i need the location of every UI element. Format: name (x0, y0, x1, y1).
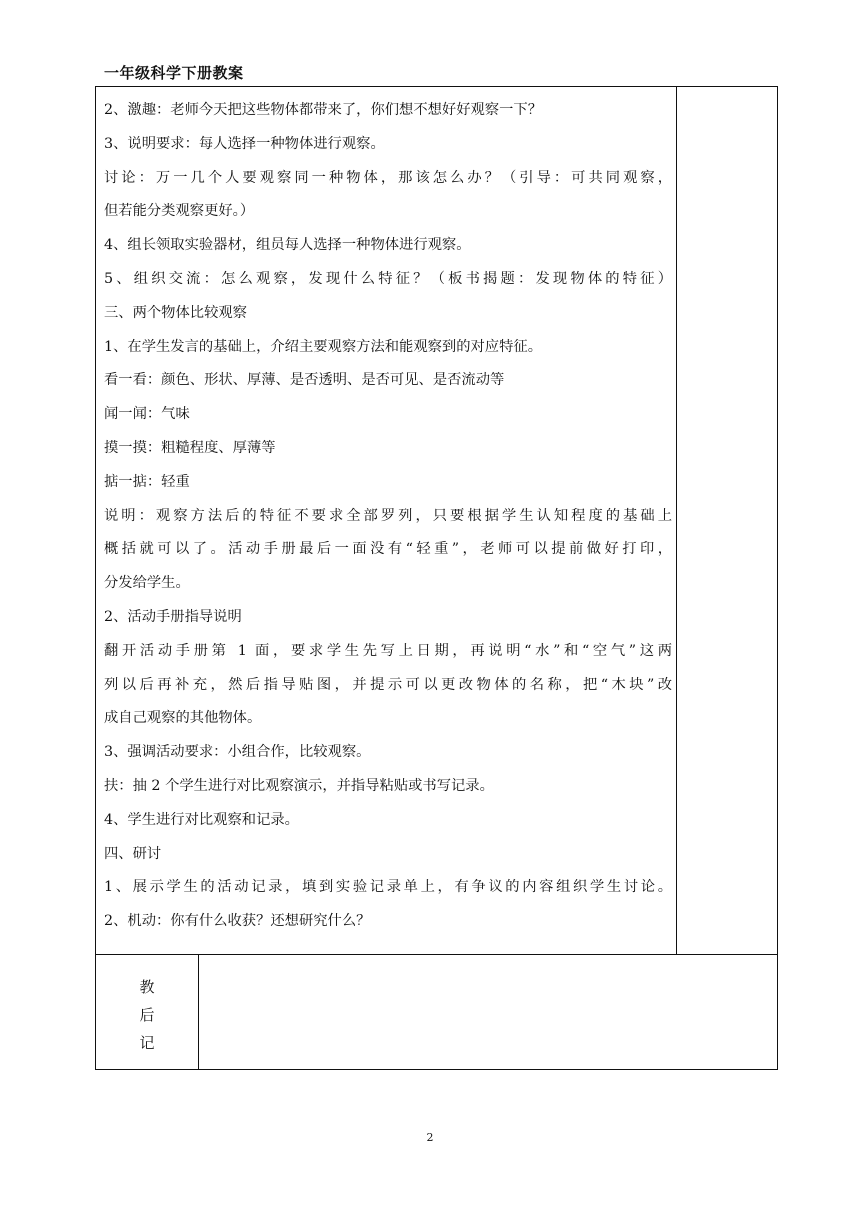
content-line: 概括就可以了。活动手册最后一面没有“轻重”，老师可以提前做好打印， (104, 541, 672, 558)
content-line: 摸一摸：粗糙程度、厚薄等 (104, 439, 276, 456)
content-line: 看一看：颜色、形状、厚薄、是否透明、是否可见、是否流动等 (104, 372, 505, 389)
reflection-content (206, 962, 766, 1062)
content-line: 翻开活动手册第 1 面，要求学生先写上日期，再说明“水”和“空气”这两 (104, 642, 672, 659)
content-line: 掂一掂：轻重 (104, 473, 190, 490)
content-line: 说明：观察方法后的特征不要求全部罗列，只要根据学生认知程度的基础上 (104, 507, 672, 524)
reflection-label (95, 973, 199, 1057)
content-line: 5、组织交流：怎么观察，发现什么特征？（板书揭题：发现物体的特征） (104, 270, 672, 287)
content-line: 1、在学生发言的基础上，介绍主要观察方法和能观察到的对应特征。 (104, 338, 542, 355)
content-line: 4、组长领取实验器材，组员每人选择一种物体进行观察。 (104, 237, 471, 254)
section-heading: 四、研讨 (104, 845, 162, 862)
content-line: 讨论：万一几个人要观察同一种物体，那该怎么办？（引导：可共同观察， (104, 169, 672, 186)
page-number: 2 (426, 1131, 434, 1144)
notes-column-divider (676, 86, 677, 955)
content-line: 4、学生进行对比观察和记录。 (104, 811, 299, 828)
lesson-content (104, 94, 672, 939)
content-line: 2、活动手册指导说明 (104, 608, 242, 625)
content-line: 但若能分类观察更好。） (104, 203, 255, 220)
content-line: 3、说明要求：每人选择一种物体进行观察。 (104, 135, 385, 152)
content-line: 列以后再补充，然后指导贴图，并提示可以更改物体的名称，把“木块”改 (104, 676, 672, 693)
content-line: 2、机动：你有什么收获？还想研究什么？ (104, 913, 371, 930)
content-line: 分发给学生。 (104, 575, 190, 592)
content-line: 扶：抽 2 个学生进行对比观察演示，并指导粘贴或书写记录。 (104, 777, 494, 794)
content-line: 1、展示学生的活动记录，填到实验记录单上，有争议的内容组织学生讨论。 (104, 879, 672, 896)
table-right-border (777, 86, 778, 1070)
content-line: 闻一闻：气味 (104, 406, 190, 423)
table-left-border (95, 86, 96, 1070)
section-heading: 三、两个物体比较观察 (104, 304, 247, 321)
reflection-label-char: 教 (139, 978, 155, 996)
content-line: 成自己观察的其他物体。 (104, 710, 262, 727)
content-line: 2、激趣：老师今天把这些物体都带来了，你们想不想好好观察一下？ (104, 102, 542, 118)
content-line: 3、强调活动要求：小组合作，比较观察。 (104, 744, 371, 761)
document-header: 一年级科学下册教案 (104, 64, 244, 82)
reflection-label-char: 记 (139, 1034, 155, 1052)
reflection-label-char: 后 (139, 1006, 155, 1024)
